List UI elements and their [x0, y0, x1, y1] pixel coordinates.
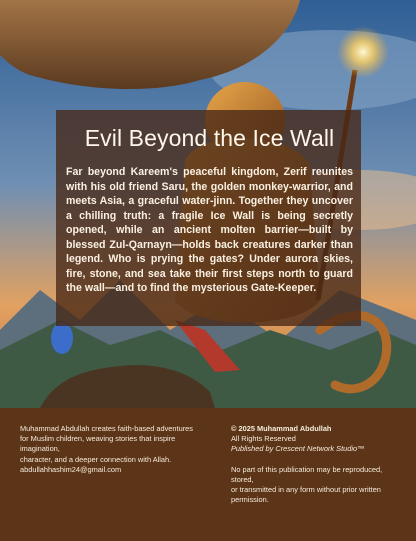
notice-line: permission.	[231, 495, 269, 505]
author-bio-line: imagination,	[20, 444, 60, 454]
author-bio-line: character, and a deeper connection with Allah.	[20, 454, 172, 464]
rights-line: All Rights Reserved	[231, 434, 296, 444]
notice-line: or transmitted in any form without prior written	[231, 485, 381, 495]
author-bio	[20, 424, 220, 475]
notice-line: stored,	[231, 474, 254, 484]
copyright-block	[231, 424, 401, 505]
copyright-line: © 2025 Muhammad Abdullah	[231, 424, 332, 433]
glowing-staff-icon	[337, 26, 389, 78]
notice-line: No part of this publication may be reproduced,	[231, 464, 383, 474]
book-synopsis: Far beyond Kareem's peaceful kingdom, Zerif reunites with his old friend Saru, the golden monkey-warrior, and meets Asia, a graceful water-jinn. Together they uncover a chilling truth: a fragile Ice Wall is being secretly opened, while an ancient molten barrier—built by blessed Zul-Qarnayn—holds back creatures darker than legend. Who is prying the gates? Under aurora skies, fire, stone, and sea take their first steps north to guard the wall—and to find the mysterious Gate-Keeper.	[66, 166, 353, 294]
back-cover-footer	[0, 408, 416, 541]
synopsis-panel	[56, 110, 361, 326]
book-title: Evil Beyond the Ice Wall	[84, 125, 335, 151]
author-bio-line: Muhammad Abdullah creates faith-based adventures	[20, 424, 193, 433]
author-email[interactable]: abdullahhashim24@gmail.com	[20, 464, 122, 474]
author-bio-line: for Muslim children, weaving stories that inspire	[20, 434, 176, 444]
publisher-line: Published by Crescent Network Studio™	[231, 444, 365, 454]
